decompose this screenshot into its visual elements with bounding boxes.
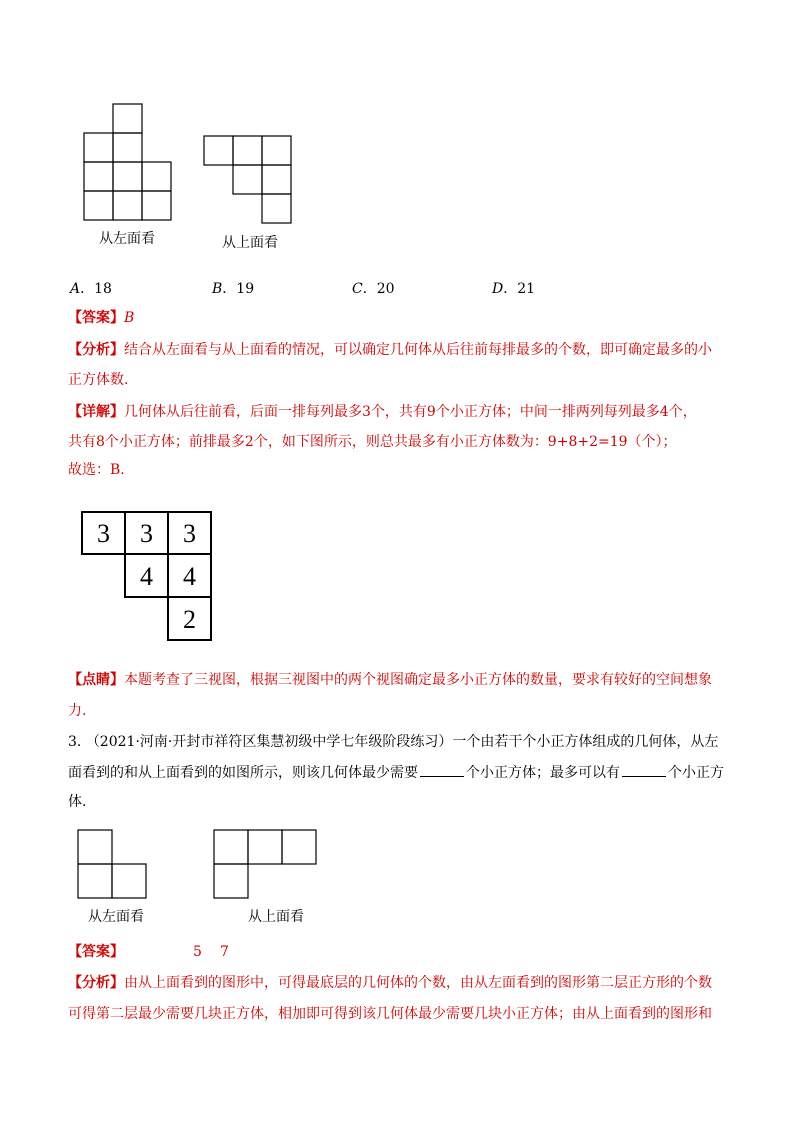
grid-cell-r2c2: 4 bbox=[140, 562, 153, 591]
grid-cell-r1c1: 3 bbox=[97, 519, 110, 548]
grid-cell-r3c3: 2 bbox=[183, 605, 196, 634]
question-3-line-3: 体. bbox=[68, 794, 87, 810]
comment-line-2: 力. bbox=[68, 703, 87, 719]
option-d: D．21 bbox=[492, 281, 536, 297]
detail-line-3: 故选：B. bbox=[68, 462, 125, 478]
question-3-line-1: 3. （2021·河南·开封市祥符区集慧初级中学七年级阶段练习）一个由若干个小正方体组成的几何体，从左 bbox=[68, 734, 719, 750]
top-view-caption-2: 从上面看 bbox=[248, 909, 304, 925]
answer-line: 【答案】B bbox=[68, 310, 135, 326]
top-view-caption-1: 从上面看 bbox=[222, 235, 278, 251]
option-c: C．20 bbox=[352, 281, 395, 297]
left-view-caption-2: 从左面看 bbox=[88, 909, 144, 925]
analysis-line-1: 【分析】结合从左面看与从上面看的情况，可以确定几何体从后往前每排最多的个数，即可确定最多的小 bbox=[68, 342, 712, 358]
detail-line-1: 【详解】几何体从后往前看，后面一排每列最多3个，共有9个小正方体；中间一排两列每列最多4个， bbox=[68, 404, 697, 420]
option-a: A．18 bbox=[70, 281, 112, 297]
top-view-figure-1 bbox=[204, 136, 294, 226]
answer-blank-1[interactable] bbox=[420, 762, 464, 777]
answer-2-line: 【答案】 bbox=[68, 944, 124, 960]
option-b: B．19 bbox=[212, 281, 255, 297]
analysis-line-2: 正方体数. bbox=[68, 372, 129, 388]
left-view-figure-1 bbox=[84, 104, 174, 222]
analysis-2-line-2: 可得第二层最少需要几块正方体，相加即可得到该几何体最少需要几块小正方体；由从上面看到的图形和 bbox=[68, 1006, 712, 1022]
grid-cell-r2c3: 4 bbox=[183, 562, 196, 591]
analysis-2-line-1: 【分析】由从上面看到的图形中，可得最底层的几何体的个数，由从左面看到的图形第二层正方形的个数 bbox=[68, 975, 712, 991]
top-view-figure-2 bbox=[214, 830, 320, 902]
question-3-line-2: 面看到的和从上面看到的如图所示，则该几何体最少需要 个小正方体；最多可以有 个小正方 bbox=[68, 762, 724, 783]
grid-cell-r1c3: 3 bbox=[183, 519, 196, 548]
answer-2-value-2: 7 bbox=[220, 944, 229, 960]
number-grid bbox=[82, 512, 214, 642]
comment-line-1: 【点睛】本题考查了三视图，根据三视图中的两个视图确定最多小正方体的数量，要求有较好的空间想象 bbox=[68, 672, 712, 688]
detail-line-2: 共有8个小正方体；前排最多2个，如下图所示，则总共最多有小正方体数为：9+8+2=19（个）； bbox=[68, 434, 677, 450]
answer-blank-2[interactable] bbox=[622, 762, 666, 777]
left-view-figure-2 bbox=[78, 830, 150, 902]
left-view-caption-1: 从左面看 bbox=[99, 231, 155, 247]
grid-cell-r1c2: 3 bbox=[140, 519, 153, 548]
answer-2-value-1: 5 bbox=[193, 944, 202, 960]
